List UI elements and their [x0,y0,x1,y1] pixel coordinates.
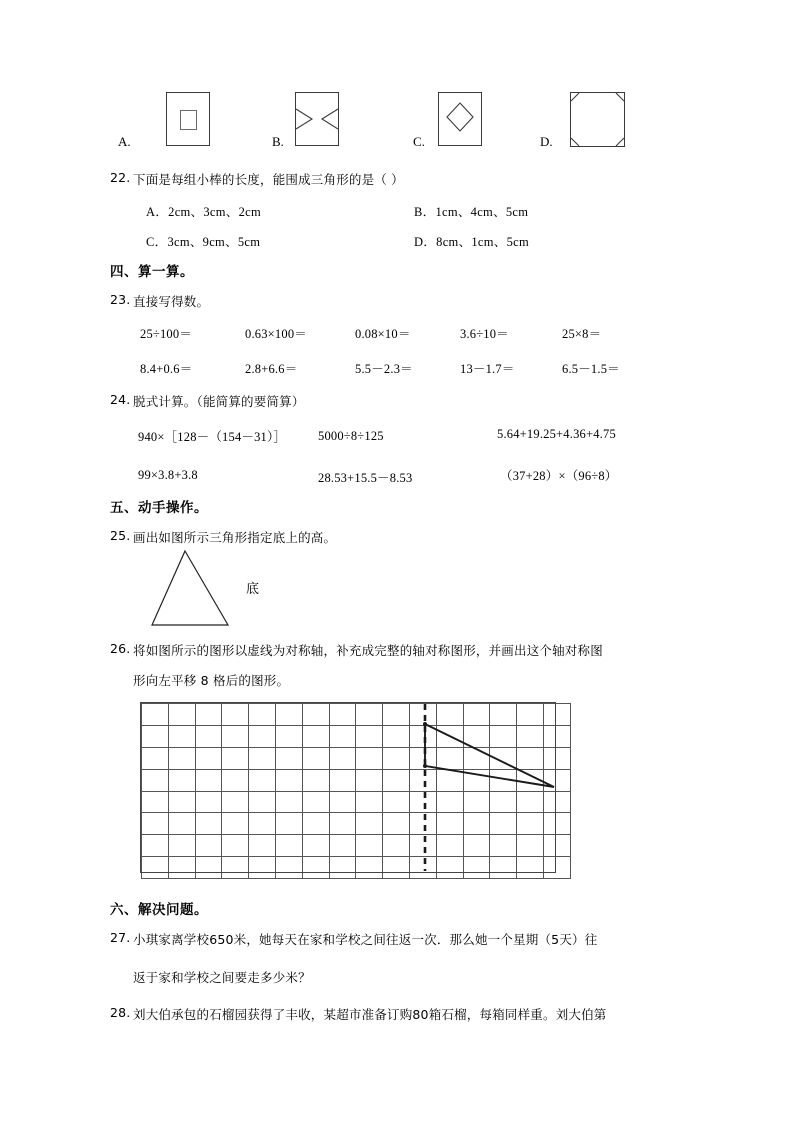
grid-cell [490,791,517,813]
choice-label-a: A. [118,134,131,149]
q22-option-d-text: 8cm、1cm、5cm [436,235,530,249]
grid-cell [302,857,329,879]
grid-cell [490,813,517,835]
grid-cell [436,747,463,769]
grid-cell [543,791,570,813]
grid-cell [222,704,249,726]
shape-c-inner-diamond [438,92,482,146]
grid-cell [517,835,544,857]
grid-cell [195,835,222,857]
q27-number: 27. [110,930,131,945]
grid-cell [329,791,356,813]
grid-cell [436,813,463,835]
q27-line2: 返于家和学校之间要走多少米？ [133,970,311,985]
grid-cell [222,791,249,813]
grid-cell [142,813,169,835]
grid-cell [222,747,249,769]
grid-cell [463,813,490,835]
grid-cell [436,791,463,813]
grid-cell [222,769,249,791]
grid-cell [490,857,517,879]
grid-row [142,747,571,769]
q24-item-5: 28.53+15.5－8.53 [318,471,413,485]
grid-cell [356,791,383,813]
q26-grid-table [141,703,571,879]
section-heading-four: 四、算一算。 [110,264,194,280]
grid-cell [356,769,383,791]
grid-cell [409,747,436,769]
q27-line1: 小琪家离学校650米，她每天在家和学校之间往返一次．那么她一个星期（5天）往 [133,932,598,947]
grid-cell [543,747,570,769]
grid-cell [302,725,329,747]
q24-item-3: 5.64+19.25+4.36+4.75 [497,427,616,441]
grid-cell [142,835,169,857]
grid-cell [329,747,356,769]
grid-cell [195,857,222,879]
grid-cell [249,857,276,879]
grid-cell [543,813,570,835]
grid-cell [517,791,544,813]
q22-option-a-key: A． [146,205,169,219]
grid-cell [142,791,169,813]
q23-item-6: 8.4+0.6＝ [140,362,193,376]
grid-cell [517,747,544,769]
q23-item-9: 13－1.7＝ [460,362,515,376]
grid-cell [409,725,436,747]
grid-cell [168,835,195,857]
grid-cell [329,769,356,791]
grid-cell [142,857,169,879]
grid-cell [463,857,490,879]
grid-cell [168,704,195,726]
grid-cell [168,813,195,835]
grid-cell [409,769,436,791]
q25-base-label: 底 [246,582,260,597]
grid-cell [543,704,570,726]
q24-item-1: 940×［128－（154－31）］ [138,430,287,444]
q26-stem-line2: 形向左平移 8 格后的图形。 [133,673,290,688]
grid-cell [383,857,410,879]
grid-cell [302,747,329,769]
grid-cell [436,725,463,747]
q23-item-1: 25÷100＝ [140,327,193,341]
grid-cell [168,791,195,813]
q26-number: 26. [110,641,131,656]
grid-cell [275,704,302,726]
choice-label-b: B. [272,134,284,149]
q22-option-c-key: C． [146,235,168,249]
grid-cell [517,725,544,747]
grid-cell [383,704,410,726]
grid-cell [195,791,222,813]
grid-cell [249,769,276,791]
q28-line1: 刘大伯承包的石榴园获得了丰收，某超市准备订购80箱石榴，每箱同样重。刘大伯第 [133,1007,607,1022]
q22-option-d [414,232,529,250]
grid-cell [356,835,383,857]
grid-cell [222,835,249,857]
q22-option-b [414,202,528,220]
grid-cell [302,813,329,835]
q25-triangle-figure [145,545,240,630]
q23-item-2: 0.63×100＝ [245,327,307,341]
grid-cell [195,747,222,769]
grid-cell [463,747,490,769]
grid-cell [329,725,356,747]
q23-number: 23. [110,292,131,307]
grid-cell [302,769,329,791]
grid-cell [543,769,570,791]
grid-cell [302,791,329,813]
grid-cell [275,791,302,813]
grid-cell [275,725,302,747]
q26-stem-line1: 将如图所示的图形以虚线为对称轴，补充成完整的轴对称图形，并画出这个轴对称图 [133,643,603,658]
grid-row [142,791,571,813]
shape-a-inner-square [180,110,197,130]
grid-cell [383,747,410,769]
grid-cell [383,835,410,857]
grid-cell [195,813,222,835]
grid-cell [463,835,490,857]
grid-cell [543,857,570,879]
grid-cell [383,725,410,747]
grid-cell [436,769,463,791]
q22-option-c [146,232,260,250]
grid-cell [168,769,195,791]
grid-cell [409,813,436,835]
grid-cell [195,769,222,791]
grid-cell [409,791,436,813]
grid-cell [275,835,302,857]
grid-cell [383,813,410,835]
grid-cell [356,704,383,726]
grid-cell [383,791,410,813]
grid-cell [329,835,356,857]
grid-cell [543,835,570,857]
grid-cell [356,857,383,879]
q22-number: 22. [110,170,131,185]
grid-cell [275,747,302,769]
grid-row [142,857,571,879]
q23-stem: 直接写得数。 [133,294,210,309]
grid-cell [329,857,356,879]
shape-b-inward-arrows [295,92,339,146]
grid-cell [409,704,436,726]
grid-cell [436,857,463,879]
grid-cell [168,857,195,879]
grid-cell [356,725,383,747]
grid-cell [249,835,276,857]
grid-cell [409,857,436,879]
q22-option-b-text: 1cm、4cm、5cm [435,205,529,219]
q22-option-b-key: B． [414,205,436,219]
grid-cell [275,813,302,835]
q23-item-10: 6.5－1.5＝ [562,362,620,376]
q23-item-3: 0.08×10＝ [355,327,411,341]
grid-cell [195,704,222,726]
grid-row [142,769,571,791]
grid-cell [302,835,329,857]
grid-cell [222,857,249,879]
grid-cell [142,769,169,791]
q26-grid-figure [141,703,571,879]
q25-number: 25. [110,528,131,543]
shape-d-cut-corners [570,92,625,147]
q23-item-7: 2.8+6.6＝ [245,362,298,376]
grid-cell [275,769,302,791]
q22-stem: 下面是每组小棒的长度，能围成三角形的是（ ） [133,172,404,187]
grid-row [142,704,571,726]
grid-cell [168,747,195,769]
grid-cell [463,704,490,726]
grid-cell [517,704,544,726]
grid-cell [383,769,410,791]
q24-item-6: （37+28）×（96÷8） [500,469,618,483]
grid-cell [517,857,544,879]
grid-cell [490,747,517,769]
grid-cell [543,725,570,747]
grid-cell [490,835,517,857]
grid-cell [517,769,544,791]
grid-cell [356,813,383,835]
q24-item-2: 5000÷8÷125 [318,429,384,443]
section-heading-six: 六、解决问题。 [110,902,208,918]
grid-cell [329,704,356,726]
q24-stem: 脱式计算。（能简算的要简算） [133,394,305,409]
grid-cell [275,857,302,879]
grid-row [142,813,571,835]
q22-option-d-key: D． [414,235,437,249]
q23-item-8: 5.5－2.3＝ [355,362,413,376]
q22-option-a-text: 2cm、3cm、2cm [168,205,262,219]
grid-cell [142,747,169,769]
grid-cell [249,725,276,747]
grid-cell [142,725,169,747]
grid-cell [490,769,517,791]
grid-cell [463,725,490,747]
grid-cell [302,704,329,726]
q25-stem: 画出如图所示三角形指定底上的高。 [133,530,337,545]
q22-option-c-text: 3cm、9cm、5cm [167,235,261,249]
grid-cell [463,791,490,813]
grid-row [142,725,571,747]
grid-row [142,835,571,857]
grid-cell [463,769,490,791]
grid-cell [249,791,276,813]
grid-cell [436,835,463,857]
grid-cell [222,725,249,747]
grid-cell [356,747,383,769]
grid-cell [517,813,544,835]
grid-cell [436,704,463,726]
q23-item-5: 25×8＝ [562,327,602,341]
grid-cell [409,835,436,857]
grid-cell [490,725,517,747]
q23-item-4: 3.6÷10＝ [460,327,509,341]
q24-item-4: 99×3.8+3.8 [138,468,198,482]
choice-label-d: D. [540,134,553,149]
grid-cell [222,813,249,835]
q22-option-a [146,202,261,220]
grid-cell [490,704,517,726]
grid-cell [168,725,195,747]
grid-cell [195,725,222,747]
section-heading-five: 五、动手操作。 [110,500,208,516]
grid-cell [329,813,356,835]
q24-number: 24. [110,392,131,407]
grid-cell [142,704,169,726]
grid-cell [249,704,276,726]
grid-cell [249,813,276,835]
q28-number: 28. [110,1005,131,1020]
choice-label-c: C. [413,134,425,149]
grid-cell [249,747,276,769]
